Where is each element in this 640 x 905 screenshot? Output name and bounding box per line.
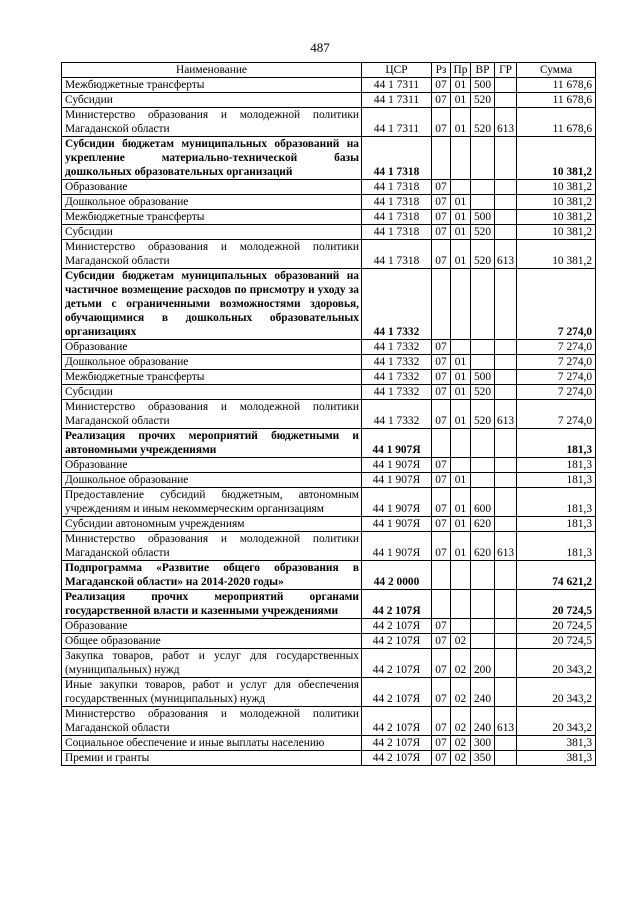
page-number: 487 bbox=[310, 40, 330, 55]
cell-name: Образование bbox=[62, 619, 362, 634]
cell-gr bbox=[495, 488, 517, 517]
cell-rz: 07 bbox=[432, 736, 451, 751]
cell-vr bbox=[471, 458, 495, 473]
cell-vr bbox=[471, 340, 495, 355]
cell-gr: 613 bbox=[495, 707, 517, 736]
table-row bbox=[62, 473, 596, 488]
cell-pr: 01 bbox=[451, 195, 471, 210]
cell-name: Общее образование bbox=[62, 634, 362, 649]
cell-rz: 07 bbox=[432, 517, 451, 532]
cell-csr: 44 1 907Я bbox=[362, 429, 432, 458]
cell-csr: 44 2 107Я bbox=[362, 649, 432, 678]
cell-gr bbox=[495, 634, 517, 649]
cell-sum: 181,3 bbox=[517, 429, 596, 458]
header-sum: Сумма bbox=[517, 63, 596, 78]
cell-csr: 44 1 7311 bbox=[362, 93, 432, 108]
cell-name: Субсидии bbox=[62, 93, 362, 108]
cell-rz: 07 bbox=[432, 458, 451, 473]
cell-csr: 44 1 7318 bbox=[362, 225, 432, 240]
cell-csr: 44 1 907Я bbox=[362, 488, 432, 517]
cell-rz: 07 bbox=[432, 180, 451, 195]
cell-sum: 7 274,0 bbox=[517, 269, 596, 340]
cell-pr: 02 bbox=[451, 751, 471, 766]
cell-csr: 44 2 107Я bbox=[362, 751, 432, 766]
cell-pr: 01 bbox=[451, 225, 471, 240]
cell-gr bbox=[495, 517, 517, 532]
cell-gr bbox=[495, 269, 517, 340]
cell-csr: 44 2 107Я bbox=[362, 619, 432, 634]
cell-sum: 10 381,2 bbox=[517, 137, 596, 180]
table-row bbox=[62, 180, 596, 195]
cell-gr bbox=[495, 370, 517, 385]
cell-name: Субсидии bbox=[62, 385, 362, 400]
cell-vr: 520 bbox=[471, 93, 495, 108]
cell-gr bbox=[495, 561, 517, 590]
cell-vr bbox=[471, 195, 495, 210]
cell-vr bbox=[471, 619, 495, 634]
cell-rz: 07 bbox=[432, 355, 451, 370]
cell-pr: 01 bbox=[451, 532, 471, 561]
table-row bbox=[62, 385, 596, 400]
cell-vr bbox=[471, 137, 495, 180]
cell-gr bbox=[495, 195, 517, 210]
table-row bbox=[62, 517, 596, 532]
cell-vr: 520 bbox=[471, 108, 495, 137]
cell-vr bbox=[471, 355, 495, 370]
cell-vr bbox=[471, 590, 495, 619]
cell-csr: 44 1 7332 bbox=[362, 269, 432, 340]
cell-name: Предоставление субсидий бюджетным, автономным учреждениям и иным некоммерческим организациям bbox=[62, 488, 362, 517]
table-row bbox=[62, 429, 596, 458]
cell-rz: 07 bbox=[432, 340, 451, 355]
cell-pr: 01 bbox=[451, 517, 471, 532]
cell-gr bbox=[495, 590, 517, 619]
cell-pr: 01 bbox=[451, 488, 471, 517]
table-row bbox=[62, 561, 596, 590]
cell-sum: 20 343,2 bbox=[517, 649, 596, 678]
table-row bbox=[62, 619, 596, 634]
cell-sum: 10 381,2 bbox=[517, 195, 596, 210]
cell-sum: 20 343,2 bbox=[517, 678, 596, 707]
table-row bbox=[62, 751, 596, 766]
cell-sum: 11 678,6 bbox=[517, 78, 596, 93]
cell-gr bbox=[495, 78, 517, 93]
cell-gr bbox=[495, 340, 517, 355]
cell-name: Министерство образования и молодежной политики Магаданской области bbox=[62, 108, 362, 137]
table-row bbox=[62, 195, 596, 210]
table-row bbox=[62, 649, 596, 678]
cell-pr: 01 bbox=[451, 400, 471, 429]
cell-name: Подпрограмма «Развитие общего образования в Магаданской области» на 2014-2020 годы» bbox=[62, 561, 362, 590]
cell-rz: 07 bbox=[432, 400, 451, 429]
cell-rz bbox=[432, 269, 451, 340]
cell-sum: 381,3 bbox=[517, 736, 596, 751]
table-row bbox=[62, 340, 596, 355]
cell-vr bbox=[471, 429, 495, 458]
cell-rz: 07 bbox=[432, 751, 451, 766]
cell-rz: 07 bbox=[432, 649, 451, 678]
budget-table bbox=[61, 62, 596, 766]
cell-name: Министерство образования и молодежной политики Магаданской области bbox=[62, 532, 362, 561]
cell-gr: 613 bbox=[495, 532, 517, 561]
cell-pr: 02 bbox=[451, 649, 471, 678]
cell-rz: 07 bbox=[432, 210, 451, 225]
cell-csr: 44 1 7332 bbox=[362, 355, 432, 370]
cell-sum: 10 381,2 bbox=[517, 180, 596, 195]
cell-pr: 02 bbox=[451, 678, 471, 707]
cell-pr: 01 bbox=[451, 473, 471, 488]
cell-csr: 44 1 7332 bbox=[362, 400, 432, 429]
table-row bbox=[62, 108, 596, 137]
cell-name: Реализация прочих мероприятий органами государственной власти и казенными учреждениями bbox=[62, 590, 362, 619]
table-row bbox=[62, 137, 596, 180]
cell-rz: 07 bbox=[432, 532, 451, 561]
cell-rz: 07 bbox=[432, 707, 451, 736]
cell-sum: 7 274,0 bbox=[517, 355, 596, 370]
header-csr: ЦСР bbox=[362, 63, 432, 78]
cell-gr bbox=[495, 355, 517, 370]
cell-csr: 44 2 107Я bbox=[362, 590, 432, 619]
cell-vr: 600 bbox=[471, 488, 495, 517]
cell-pr: 02 bbox=[451, 736, 471, 751]
cell-rz: 07 bbox=[432, 619, 451, 634]
cell-pr: 01 bbox=[451, 370, 471, 385]
cell-pr bbox=[451, 269, 471, 340]
cell-pr: 02 bbox=[451, 634, 471, 649]
cell-sum: 181,3 bbox=[517, 488, 596, 517]
cell-gr bbox=[495, 210, 517, 225]
cell-csr: 44 2 107Я bbox=[362, 707, 432, 736]
cell-csr: 44 1 7318 bbox=[362, 240, 432, 269]
cell-sum: 20 724,5 bbox=[517, 590, 596, 619]
cell-name: Межбюджетные трансферты bbox=[62, 210, 362, 225]
cell-vr bbox=[471, 269, 495, 340]
table-row bbox=[62, 458, 596, 473]
cell-vr: 200 bbox=[471, 649, 495, 678]
cell-gr: 613 bbox=[495, 108, 517, 137]
cell-rz: 07 bbox=[432, 678, 451, 707]
cell-csr: 44 2 107Я bbox=[362, 678, 432, 707]
cell-sum: 181,3 bbox=[517, 532, 596, 561]
cell-pr: 01 bbox=[451, 78, 471, 93]
cell-name: Реализация прочих мероприятий бюджетными и автономными учреждениями bbox=[62, 429, 362, 458]
cell-pr: 01 bbox=[451, 108, 471, 137]
cell-pr: 01 bbox=[451, 355, 471, 370]
cell-sum: 7 274,0 bbox=[517, 370, 596, 385]
table-row bbox=[62, 93, 596, 108]
cell-rz bbox=[432, 561, 451, 590]
cell-vr: 350 bbox=[471, 751, 495, 766]
cell-sum: 181,3 bbox=[517, 473, 596, 488]
cell-vr bbox=[471, 473, 495, 488]
cell-gr: 613 bbox=[495, 240, 517, 269]
cell-name: Межбюджетные трансферты bbox=[62, 78, 362, 93]
table-row bbox=[62, 736, 596, 751]
cell-csr: 44 1 907Я bbox=[362, 473, 432, 488]
cell-rz: 07 bbox=[432, 240, 451, 269]
cell-pr bbox=[451, 619, 471, 634]
cell-csr: 44 1 7332 bbox=[362, 385, 432, 400]
cell-gr bbox=[495, 678, 517, 707]
cell-sum: 7 274,0 bbox=[517, 385, 596, 400]
cell-name: Дошкольное образование bbox=[62, 473, 362, 488]
table-row bbox=[62, 532, 596, 561]
cell-rz: 07 bbox=[432, 225, 451, 240]
table-row bbox=[62, 590, 596, 619]
cell-name: Образование bbox=[62, 340, 362, 355]
cell-sum: 381,3 bbox=[517, 751, 596, 766]
cell-sum: 20 343,2 bbox=[517, 707, 596, 736]
cell-rz bbox=[432, 590, 451, 619]
cell-vr: 620 bbox=[471, 532, 495, 561]
cell-gr bbox=[495, 458, 517, 473]
cell-name: Дошкольное образование bbox=[62, 355, 362, 370]
table-row bbox=[62, 355, 596, 370]
cell-sum: 74 621,2 bbox=[517, 561, 596, 590]
cell-sum: 11 678,6 bbox=[517, 93, 596, 108]
cell-vr: 300 bbox=[471, 736, 495, 751]
cell-vr bbox=[471, 561, 495, 590]
cell-pr bbox=[451, 590, 471, 619]
cell-sum: 7 274,0 bbox=[517, 340, 596, 355]
cell-name: Субсидии бюджетам муниципальных образований на укрепление материально-технической базы дошкольных образовательных организаций bbox=[62, 137, 362, 180]
cell-vr: 240 bbox=[471, 678, 495, 707]
cell-rz: 07 bbox=[432, 473, 451, 488]
cell-csr: 44 1 907Я bbox=[362, 517, 432, 532]
cell-name: Образование bbox=[62, 458, 362, 473]
cell-vr: 500 bbox=[471, 210, 495, 225]
cell-name: Межбюджетные трансферты bbox=[62, 370, 362, 385]
cell-name: Образование bbox=[62, 180, 362, 195]
cell-gr: 613 bbox=[495, 400, 517, 429]
cell-csr: 44 2 107Я bbox=[362, 736, 432, 751]
header-gr: ГР bbox=[495, 63, 517, 78]
table-row bbox=[62, 78, 596, 93]
cell-rz: 07 bbox=[432, 195, 451, 210]
cell-rz bbox=[432, 137, 451, 180]
cell-pr: 01 bbox=[451, 93, 471, 108]
cell-gr bbox=[495, 180, 517, 195]
table-header-row bbox=[62, 63, 596, 78]
cell-vr: 500 bbox=[471, 78, 495, 93]
cell-rz: 07 bbox=[432, 93, 451, 108]
cell-vr: 500 bbox=[471, 370, 495, 385]
cell-gr bbox=[495, 429, 517, 458]
table-row bbox=[62, 370, 596, 385]
cell-vr bbox=[471, 180, 495, 195]
cell-gr bbox=[495, 736, 517, 751]
cell-vr: 620 bbox=[471, 517, 495, 532]
cell-pr bbox=[451, 458, 471, 473]
cell-pr bbox=[451, 340, 471, 355]
cell-sum: 20 724,5 bbox=[517, 619, 596, 634]
cell-gr bbox=[495, 385, 517, 400]
cell-csr: 44 1 907Я bbox=[362, 532, 432, 561]
cell-csr: 44 1 907Я bbox=[362, 458, 432, 473]
cell-gr bbox=[495, 473, 517, 488]
cell-csr: 44 1 7311 bbox=[362, 108, 432, 137]
cell-vr: 520 bbox=[471, 225, 495, 240]
table-row bbox=[62, 240, 596, 269]
cell-rz: 07 bbox=[432, 488, 451, 517]
cell-pr bbox=[451, 561, 471, 590]
table-row bbox=[62, 634, 596, 649]
cell-csr: 44 1 7318 bbox=[362, 210, 432, 225]
cell-name: Иные закупки товаров, работ и услуг для обеспечения государственных (муниципальных) нужд bbox=[62, 678, 362, 707]
cell-sum: 10 381,2 bbox=[517, 240, 596, 269]
cell-csr: 44 1 7311 bbox=[362, 78, 432, 93]
cell-sum: 10 381,2 bbox=[517, 210, 596, 225]
cell-gr bbox=[495, 619, 517, 634]
cell-vr: 520 bbox=[471, 385, 495, 400]
cell-pr bbox=[451, 429, 471, 458]
cell-gr bbox=[495, 225, 517, 240]
cell-csr: 44 2 0000 bbox=[362, 561, 432, 590]
cell-vr bbox=[471, 634, 495, 649]
cell-sum: 181,3 bbox=[517, 458, 596, 473]
cell-vr: 520 bbox=[471, 240, 495, 269]
cell-name: Социальное обеспечение и иные выплаты населению bbox=[62, 736, 362, 751]
cell-name: Премии и гранты bbox=[62, 751, 362, 766]
table-row bbox=[62, 400, 596, 429]
cell-pr: 02 bbox=[451, 707, 471, 736]
cell-csr: 44 1 7318 bbox=[362, 195, 432, 210]
cell-pr bbox=[451, 137, 471, 180]
cell-pr: 01 bbox=[451, 210, 471, 225]
cell-sum: 11 678,6 bbox=[517, 108, 596, 137]
cell-csr: 44 1 7318 bbox=[362, 180, 432, 195]
header-rz: Рз bbox=[432, 63, 451, 78]
cell-pr: 01 bbox=[451, 385, 471, 400]
cell-csr: 44 1 7332 bbox=[362, 370, 432, 385]
cell-sum: 10 381,2 bbox=[517, 225, 596, 240]
cell-sum: 181,3 bbox=[517, 517, 596, 532]
cell-vr: 520 bbox=[471, 400, 495, 429]
header-vr: ВР bbox=[471, 63, 495, 78]
cell-gr bbox=[495, 649, 517, 678]
cell-name: Субсидии автономным учреждениям bbox=[62, 517, 362, 532]
table-row bbox=[62, 488, 596, 517]
cell-name: Закупка товаров, работ и услуг для государственных (муниципальных) нужд bbox=[62, 649, 362, 678]
header-pr: Пр bbox=[451, 63, 471, 78]
cell-rz: 07 bbox=[432, 634, 451, 649]
cell-gr bbox=[495, 93, 517, 108]
table-row bbox=[62, 678, 596, 707]
cell-gr bbox=[495, 137, 517, 180]
cell-name: Министерство образования и молодежной политики Магаданской области bbox=[62, 707, 362, 736]
table-row bbox=[62, 225, 596, 240]
cell-name: Министерство образования и молодежной политики Магаданской области bbox=[62, 240, 362, 269]
cell-name: Субсидии bbox=[62, 225, 362, 240]
cell-name: Министерство образования и молодежной политики Магаданской области bbox=[62, 400, 362, 429]
cell-rz: 07 bbox=[432, 108, 451, 137]
cell-csr: 44 1 7318 bbox=[362, 137, 432, 180]
cell-name: Субсидии бюджетам муниципальных образований на частичное возмещение расходов по присмотру и уходу за детьми с ограниченными возможностями здоровья, обучающимися в дошкольных образовательных организациях bbox=[62, 269, 362, 340]
table-row bbox=[62, 210, 596, 225]
cell-csr: 44 2 107Я bbox=[362, 634, 432, 649]
table-row bbox=[62, 269, 596, 340]
header-name: Наименование bbox=[62, 63, 362, 78]
cell-sum: 7 274,0 bbox=[517, 400, 596, 429]
cell-pr bbox=[451, 180, 471, 195]
cell-csr: 44 1 7332 bbox=[362, 340, 432, 355]
cell-sum: 20 724,5 bbox=[517, 634, 596, 649]
table-row bbox=[62, 707, 596, 736]
table-body bbox=[62, 78, 596, 766]
cell-rz: 07 bbox=[432, 78, 451, 93]
cell-pr: 01 bbox=[451, 240, 471, 269]
cell-vr: 240 bbox=[471, 707, 495, 736]
cell-rz bbox=[432, 429, 451, 458]
cell-rz: 07 bbox=[432, 385, 451, 400]
cell-name: Дошкольное образование bbox=[62, 195, 362, 210]
cell-gr bbox=[495, 751, 517, 766]
cell-rz: 07 bbox=[432, 370, 451, 385]
